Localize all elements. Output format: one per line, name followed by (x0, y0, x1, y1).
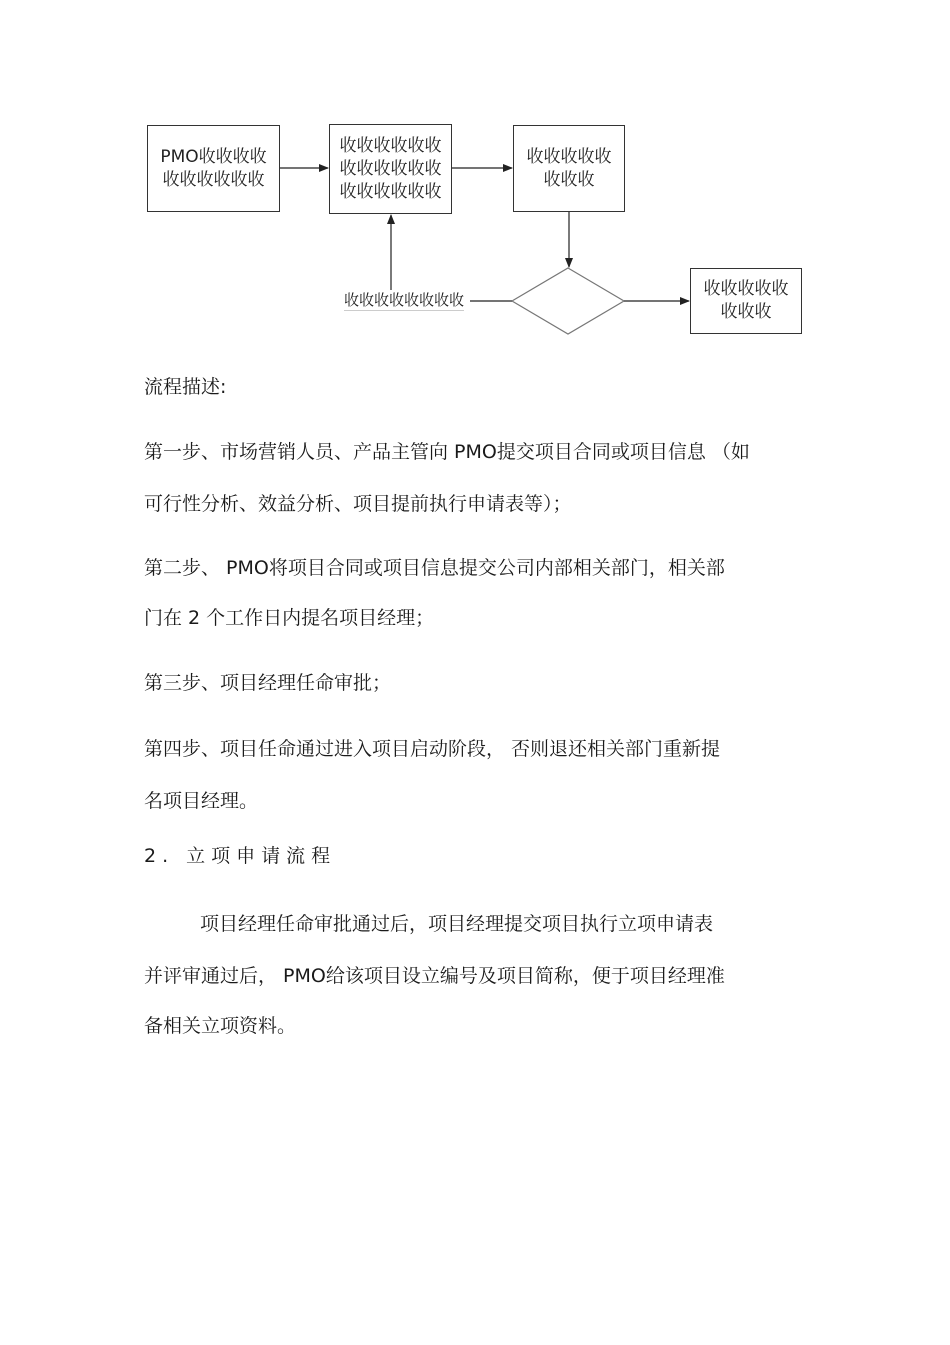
flow-node-5 (690, 268, 802, 334)
node-text: 收收收收收 (526, 146, 612, 167)
decision-diamond (512, 268, 624, 334)
node-text: 收收收 (543, 169, 595, 190)
node-text: 收收收收收收 (162, 169, 265, 190)
flowchart-connectors (0, 0, 950, 350)
step2-line1: 第二步、 PMO将项目合同或项目信息提交公司内部相关部门，相关部 (144, 557, 725, 579)
node-text: 收收收收收 (703, 279, 789, 299)
node-text: 收收收 (720, 302, 772, 322)
para-line1: 项目经理任命审批通过后，项目经理提交项目执行立项申请表 (200, 913, 714, 935)
node-text: 收收收收收收 (339, 158, 442, 179)
step4-line2: 名项目经理。 (144, 790, 259, 812)
para-line2: 并评审通过后， PMO给该项目设立编号及项目简称，便于项目经理准 (144, 965, 725, 987)
step1-line1: 第一步、市场营销人员、产品主管向 PMO提交项目合同或项目信息 （如 (144, 441, 750, 463)
flowchart (0, 0, 950, 350)
step4-line1: 第四步、项目任命通过进入项目启动阶段， 否则退还相关部门重新提 (144, 738, 721, 760)
node-text: PMO收收收收 (160, 146, 267, 167)
heading-flow-description: 流程描述: (144, 376, 227, 398)
edge-label-return: 收收收收收收收收 (344, 291, 465, 309)
step1-line2: 可行性分析、效益分析、项目提前执行申请表等）； (144, 493, 572, 515)
para-line3: 备相关立项资料。 (144, 1015, 297, 1037)
node-text: 收收收收收收 (339, 135, 442, 156)
section-title: 2. 立项申请流程 (144, 845, 337, 867)
flow-node-3 (513, 125, 625, 212)
step3-line: 第三步、项目经理任命审批； (144, 672, 392, 694)
flow-node-pmo (147, 125, 280, 212)
node-text: 收收收收收收 (339, 181, 442, 202)
step2-line2: 门在 2 个工作日内提名项目经理； (144, 607, 435, 629)
flow-node-2 (329, 124, 452, 214)
